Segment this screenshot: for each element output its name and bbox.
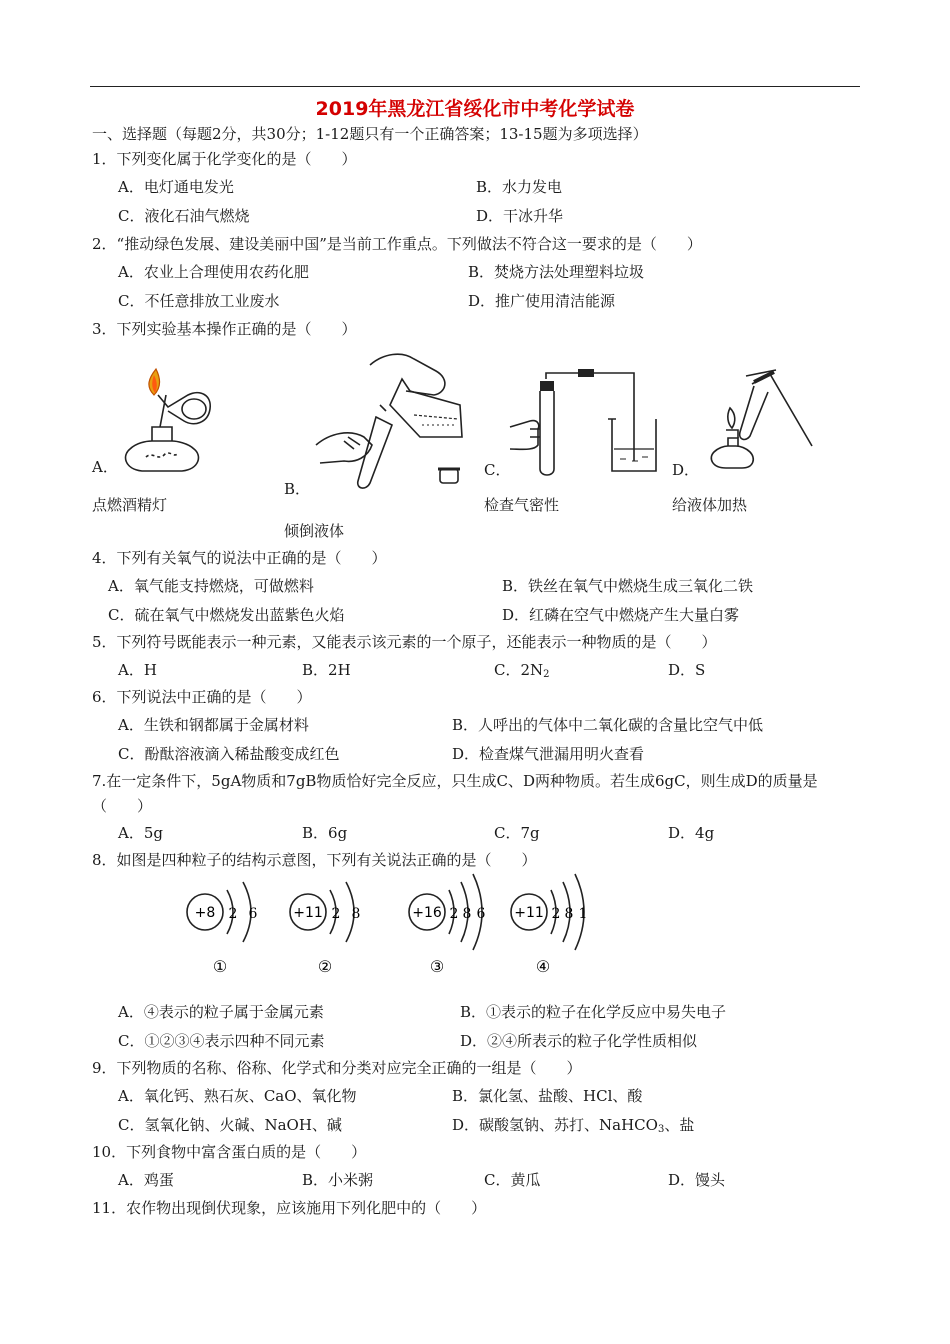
q8-option-a: A．④表示的粒子属于金属元素 [118, 1003, 324, 1021]
nucleus-charge: +16 [412, 905, 442, 921]
particle-2 [290, 882, 360, 976]
particle-label: ① [212, 957, 228, 976]
shell-electrons: 2 [331, 906, 341, 922]
q3-option-b-caption: 倾倒液体 [284, 522, 345, 540]
q7-option-d: D．4g [668, 824, 715, 842]
q5-option-c [494, 659, 550, 686]
q10-option-c: C．黄瓜 [484, 1171, 541, 1189]
q4-option-d: D．红磷在空气中燃烧产生大量白雾 [502, 606, 740, 624]
q3-option-d-caption: 给液体加热 [672, 496, 748, 514]
q1-option-c: C．液化石油气燃烧 [118, 207, 250, 225]
q7-option-a: A．5g [118, 824, 163, 842]
q10-option-b: B．小米粥 [302, 1171, 374, 1189]
airtightness-check-figure [508, 365, 668, 480]
particle-label: ④ [535, 957, 551, 976]
nucleus-charge: +11 [293, 905, 323, 921]
q5-option-c-subscript: 2 [543, 669, 550, 680]
q7-option-c: C．7g [494, 824, 540, 842]
q2-stem: 2．“推动绿色发展、建设美丽中国”是当前工作重点。下列做法不符合这一要求的是（ ） [92, 235, 702, 253]
q9-option-d-suffix: 、盐 [664, 1116, 695, 1134]
q3-option-c-caption: 检查气密性 [484, 496, 560, 514]
q5-option-c-text: C．2N [494, 661, 544, 679]
nucleus-charge: +8 [194, 905, 216, 921]
q3-stem: 3．下列实验基本操作正确的是（ ） [92, 320, 357, 338]
q7-stem-blank: （ ） [92, 797, 153, 815]
q8-option-b: B．①表示的粒子在化学反应中易失电子 [460, 1003, 727, 1021]
q2-option-c: C．不任意排放工业废水 [118, 292, 280, 310]
q6-option-b: B．人呼出的气体中二氧化碳的含量比空气中低 [452, 716, 764, 734]
header-rule [90, 86, 860, 87]
particle-label: ② [317, 957, 333, 976]
q9-option-d-text: D．碳酸氢钠、苏打、NaHCO [452, 1116, 658, 1134]
q7-option-b: B．6g [302, 824, 348, 842]
particle-structure-diagrams [175, 872, 605, 982]
pouring-liquid-figure [310, 345, 470, 495]
shell-electrons: 2 [551, 906, 561, 922]
q7-stem: 7.在一定条件下，5gA物质和7gB物质恰好完全反应，只生成C、D两种物质。若生成6gC，则生成D的质量是 [92, 772, 818, 790]
shell-electrons: 6 [476, 906, 486, 922]
q10-stem: 10．下列食物中富含蛋白质的是（ ） [92, 1143, 367, 1161]
shell-electrons: 6 [248, 906, 258, 922]
shell-electrons: 2 [449, 906, 459, 922]
alcohol-lamp-lighting-figure [112, 365, 222, 475]
q5-option-d: D．S [668, 661, 706, 679]
q6-option-d: D．检查煤气泄漏用明火查看 [452, 745, 645, 763]
nucleus-charge: +11 [514, 905, 544, 921]
q9-stem: 9．下列物质的名称、俗称、化学式和分类对应完全正确的一组是（ ） [92, 1059, 582, 1077]
q4-option-b: B．铁丝在氧气中燃烧生成三氧化二铁 [502, 577, 754, 595]
q4-option-a: A．氧气能支持燃烧，可做燃料 [108, 577, 314, 595]
q4-option-c: C．硫在氧气中燃烧发出蓝紫色火焰 [108, 606, 345, 624]
q1-option-b: B．水力发电 [476, 178, 563, 196]
q6-option-a: A．生铁和钢都属于金属材料 [118, 716, 309, 734]
shell-electrons: 8 [462, 906, 472, 922]
q10-option-d: D．馒头 [668, 1171, 726, 1189]
section-heading: 一、选择题（每题2分，共30分；1-12题只有一个正确答案；13-15题为多项选择） [92, 125, 648, 143]
q5-option-a: A．H [118, 661, 157, 679]
q9-option-d-subscript: 3 [657, 1124, 665, 1135]
q10-option-a: A．鸡蛋 [118, 1171, 174, 1189]
q9-option-d [452, 1114, 694, 1141]
shell-electrons: 2 [228, 906, 238, 922]
q9-option-a: A．氧化钙、熟石灰、CaO、氧化物 [118, 1087, 357, 1105]
q8-option-c: C．①②③④表示四种不同元素 [118, 1032, 325, 1050]
q8-stem: 8．如图是四种粒子的结构示意图，下列有关说法正确的是（ ） [92, 851, 537, 869]
q3-option-b-letter: B． [284, 480, 311, 498]
q5-stem: 5．下列符号既能表示一种元素，又能表示该元素的一个原子，还能表示一种物质的是（ ） [92, 633, 717, 651]
q11-stem: 11．农作物出现倒伏现象，应该施用下列化肥中的（ ） [92, 1199, 487, 1217]
q6-stem: 6．下列说法中正确的是（ ） [92, 688, 312, 706]
q2-option-d: D．推广使用清洁能源 [468, 292, 616, 310]
particle-3 [409, 874, 486, 976]
q9-option-c: C．氢氧化钠、火碱、NaOH、碱 [118, 1116, 342, 1134]
heating-liquid-figure [700, 368, 820, 478]
q1-option-a: A．电灯通电发光 [118, 178, 234, 196]
shell-electrons: 8 [564, 906, 574, 922]
shell-electrons: 1 [578, 906, 588, 922]
q2-option-b: B．焚烧方法处理塑料垃圾 [468, 263, 645, 281]
q8-option-d: D．②④所表示的粒子化学性质相似 [460, 1032, 698, 1050]
q1-stem: 1．下列变化属于化学变化的是（ ） [92, 150, 357, 168]
q3-option-a-caption: 点燃酒精灯 [92, 496, 168, 514]
q9-option-b: B．氯化氢、盐酸、HCl、酸 [452, 1087, 643, 1105]
particle-label: ③ [429, 957, 445, 976]
page-title: 2019年黑龙江省绥化市中考化学试卷 [315, 98, 635, 120]
q6-option-c: C．酚酞溶液滴入稀盐酸变成红色 [118, 745, 340, 763]
q5-option-b: B．2H [302, 661, 351, 679]
q3-option-a-letter: A． [92, 458, 118, 476]
shell-electrons: 8 [351, 906, 361, 922]
q3-option-d-letter: D． [672, 461, 700, 479]
q1-option-d: D．干冰升华 [476, 207, 564, 225]
q3-option-c-letter: C． [484, 461, 511, 479]
q4-stem: 4．下列有关氧气的说法中正确的是（ ） [92, 549, 387, 567]
q2-option-a: A．农业上合理使用农药化肥 [118, 263, 309, 281]
particle-4 [511, 874, 587, 976]
particle-1 [187, 882, 258, 976]
